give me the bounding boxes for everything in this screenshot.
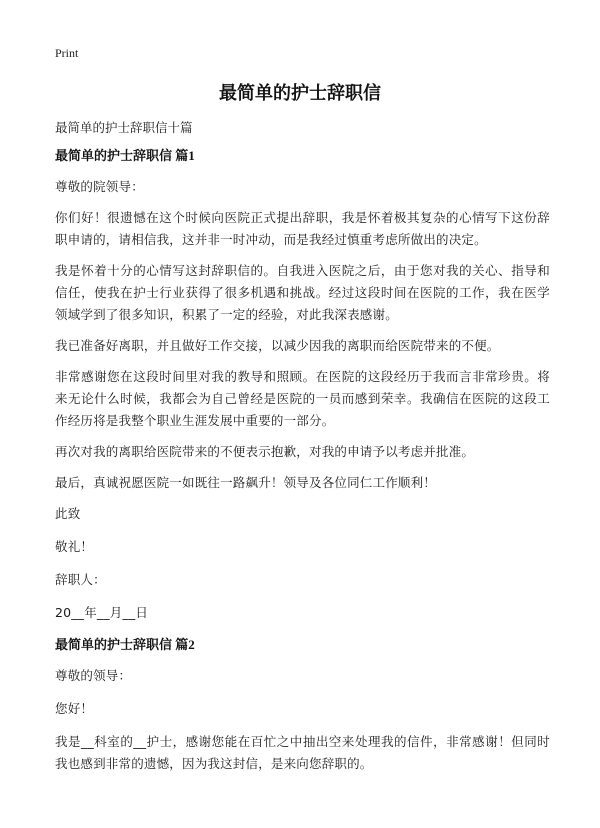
salutation: 尊敬的院领导： — [55, 179, 144, 194]
paragraph: 我已准备好离职，并且做好工作交接，以减少因我的离职而给医院带来的不便。 — [55, 338, 500, 353]
document-body — [55, 118, 550, 784]
date-line: 20__年__月__日 — [55, 605, 149, 620]
paragraph: 我是怀着十分的心情写这封辞职信的。自我进入医院之后，由于您对我的关心、指导和信任，使我在护士行业获得了很多机遇和挑战。经过这段时间在医院的工作，我在医学领域学到了很多知识，积累了一定的经验，对此我深表感谢。 — [55, 263, 550, 322]
salutation: 尊敬的领导： — [55, 668, 132, 683]
print-link[interactable]: Print — [55, 46, 79, 60]
paragraph: 非常感谢您在这段时间里对我的教导和照顾。在医院的这段经历于我而言非常珍贵。将来无论什么时候，我都会为自己曾经是医院的一员而感到荣幸。我确信在医院的这段工作经历将是我整个职业生涯发展中重要的一部分。 — [55, 369, 550, 428]
paragraph: 最后，真诚祝愿医院一如既往一路飙升！领导及各位同仁工作顺利！ — [55, 475, 437, 490]
document-title: 最简单的护士辞职信 — [219, 83, 381, 104]
paragraph: 再次对我的离职给医院带来的不便表示抱歉，对我的申请予以考虑并批准。 — [55, 444, 475, 459]
section-heading-2: 最简单的护士辞职信 篇2 — [55, 637, 195, 652]
closing-line: 敬礼！ — [55, 539, 94, 554]
signature-line: 辞职人： — [55, 572, 106, 587]
paragraph: 你们好！很遗憾在这个时候向医院正式提出辞职，我是怀着极其复杂的心情写下这份辞职申请的，请相信我，这并非一时冲动，而是我经过慎重考虑所做出的决定。 — [55, 210, 550, 247]
document-subtitle: 最简单的护士辞职信十篇 — [55, 120, 193, 135]
greeting: 您好！ — [55, 701, 94, 716]
closing-line: 此致 — [55, 506, 81, 521]
paragraph: 我是__科室的__护士，感谢您能在百忙之中抽出空来处理我的信件，非常感谢！但同时我也感到非常的遗憾，因为我这封信，是来向您辞职的。 — [55, 734, 550, 771]
section-heading-1: 最简单的护士辞职信 篇1 — [55, 148, 195, 163]
